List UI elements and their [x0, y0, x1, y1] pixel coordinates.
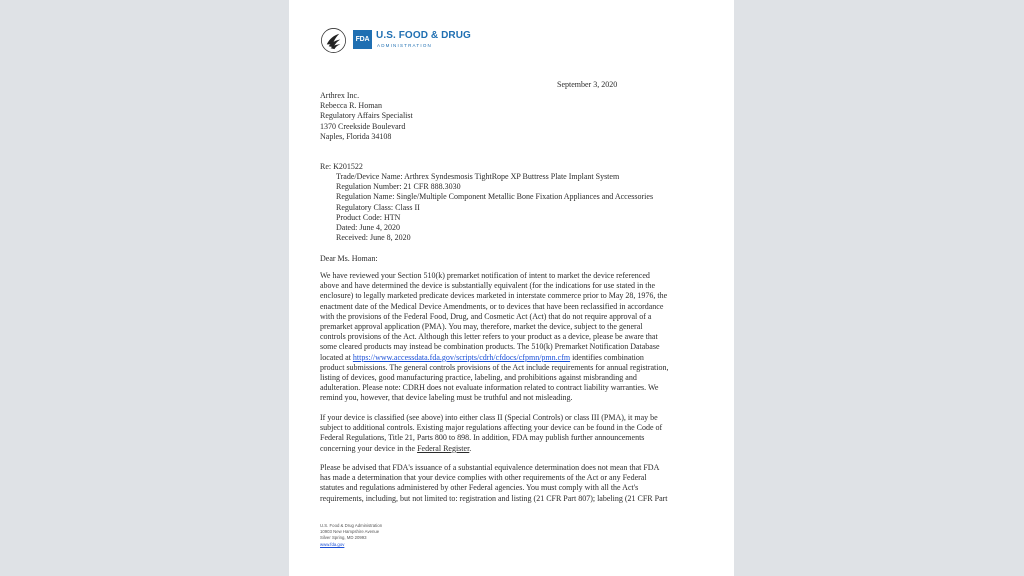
paragraph-line: controls provisions of the Act. Although this letter refers to your product as a device, please be aware that	[320, 332, 658, 342]
letter-date: September 3, 2020	[557, 80, 618, 89]
paragraph-line: adulteration. Please note: CDRH does not evaluate information related to contract liability warranties. We	[320, 383, 659, 393]
paragraph-3	[320, 463, 668, 504]
paragraph-line: above and have determined the device is substantially equivalent (for the indications for use stated in the	[320, 281, 656, 291]
letter-footer	[320, 523, 382, 548]
paragraph-line: has made a determination that your device complies with other requirements of the Act or any Federal	[320, 473, 647, 483]
link-suffix: .	[469, 443, 472, 453]
address-line: 1370 Creekside Boulevard	[320, 121, 406, 131]
paragraph-2	[320, 413, 662, 454]
re-detail-line: Product Code: HTN	[336, 212, 401, 222]
agency-subtitle: ADMINISTRATION	[377, 43, 432, 48]
paragraph-line: If your device is classified (see above) into either class II (Special Controls) or class III (PMA), it may be	[320, 413, 658, 422]
fda-logo	[320, 27, 520, 55]
paragraph-line: enclosure) to legally marketed predicate devices marketed in interstate commerce prior to May 28, 1976, the	[320, 291, 668, 301]
paragraph-line: subject to additional controls. Existing major regulations affecting your device can be found in the Code of	[320, 423, 663, 433]
footer-website-link[interactable]: www.fda.gov	[320, 541, 345, 547]
footer-line: Silver Spring, MD 20993	[320, 535, 367, 541]
fda-abbrev-box: FDA	[353, 30, 372, 49]
re-detail-line: Regulatory Class: Class II	[336, 202, 420, 212]
paragraph-line: Federal Regulations, Title 21, Parts 800 to 898. In addition, FDA may publish further announcements	[320, 433, 645, 443]
recipient-address	[320, 91, 413, 142]
paragraph-line: enactment date of the Medical Device Amendments, or to devices that have been reclassified in accordance	[320, 301, 664, 311]
address-line: Regulatory Affairs Specialist	[320, 111, 413, 121]
paragraph-line: statutes and regulations administered by other Federal agencies. You must comply with all the Act's	[320, 483, 639, 493]
paragraph-line: some cleared products may instead be combination products. The 510(k) Premarket Notification Database	[320, 342, 660, 352]
paragraph-line-with-link	[320, 444, 662, 454]
re-detail-line: Dated: June 4, 2020	[336, 223, 400, 233]
re-detail-line: Trade/Device Name: Arthrex Syndesmosis TightRope XP Buttress Plate Implant System	[336, 172, 620, 181]
footer-line: 10903 New Hampshire Avenue	[320, 529, 380, 535]
federal-register-link[interactable]: Federal Register	[417, 443, 470, 453]
re-reference: Re: K201522	[320, 162, 363, 171]
salutation: Dear Ms. Homan:	[320, 254, 378, 263]
hhs-eagle-seal-icon	[320, 27, 347, 54]
link-suffix: identifies combination	[570, 352, 644, 362]
link-prefix: located at	[320, 352, 353, 362]
link-prefix: concerning your device in the	[320, 443, 418, 453]
paragraph-line: with the provisions of the Federal Food, Drug, and Cosmetic Act (Act) that do not require approval of a	[320, 311, 652, 321]
paragraph-line: requirements, including, but not limited to: registration and listing (21 CFR Part 807); labeling (21 CFR Part	[320, 493, 668, 503]
re-detail-line: Received: June 8, 2020	[336, 233, 411, 243]
address-line: Arthrex Inc.	[320, 91, 360, 100]
address-line: Rebecca R. Homan	[320, 101, 382, 111]
paragraph-line-with-link	[320, 353, 668, 363]
address-line: Naples, Florida 34108	[320, 131, 392, 141]
re-detail-line: Regulation Number: 21 CFR 888.3030	[336, 182, 461, 192]
paragraph-line: remind you, however, that device labeling must be truthful and not misleading.	[320, 393, 573, 403]
letter-page	[289, 0, 734, 576]
paragraph-line: product submissions. The general controls provisions of the Act include requirements for annual registration,	[320, 362, 669, 372]
paragraph-line: listing of devices, good manufacturing practice, labeling, and prohibitions against misbranding and	[320, 373, 637, 383]
re-details	[336, 172, 653, 243]
paragraph-line: We have reviewed your Section 510(k) premarket notification of intent to market the device referenced	[320, 271, 650, 280]
footer-line: U.S. Food & Drug Administration	[320, 523, 383, 528]
agency-name: U.S. FOOD & DRUG	[376, 30, 471, 41]
pmn-database-link[interactable]: https://www.accessdata.fda.gov/scripts/cdrh/cfdocs/cfpmn/pmn.cfm	[352, 352, 571, 362]
re-detail-line: Regulation Name: Single/Multiple Component Metallic Bone Fixation Appliances and Accessories	[336, 192, 654, 202]
paragraph-1	[320, 271, 668, 404]
paragraph-line: premarket approval application (PMA). You may, therefore, market the device, subject to the general	[320, 322, 643, 332]
paragraph-line: Please be advised that FDA's issuance of a substantial equivalence determination does not mean that FDA	[320, 463, 660, 472]
